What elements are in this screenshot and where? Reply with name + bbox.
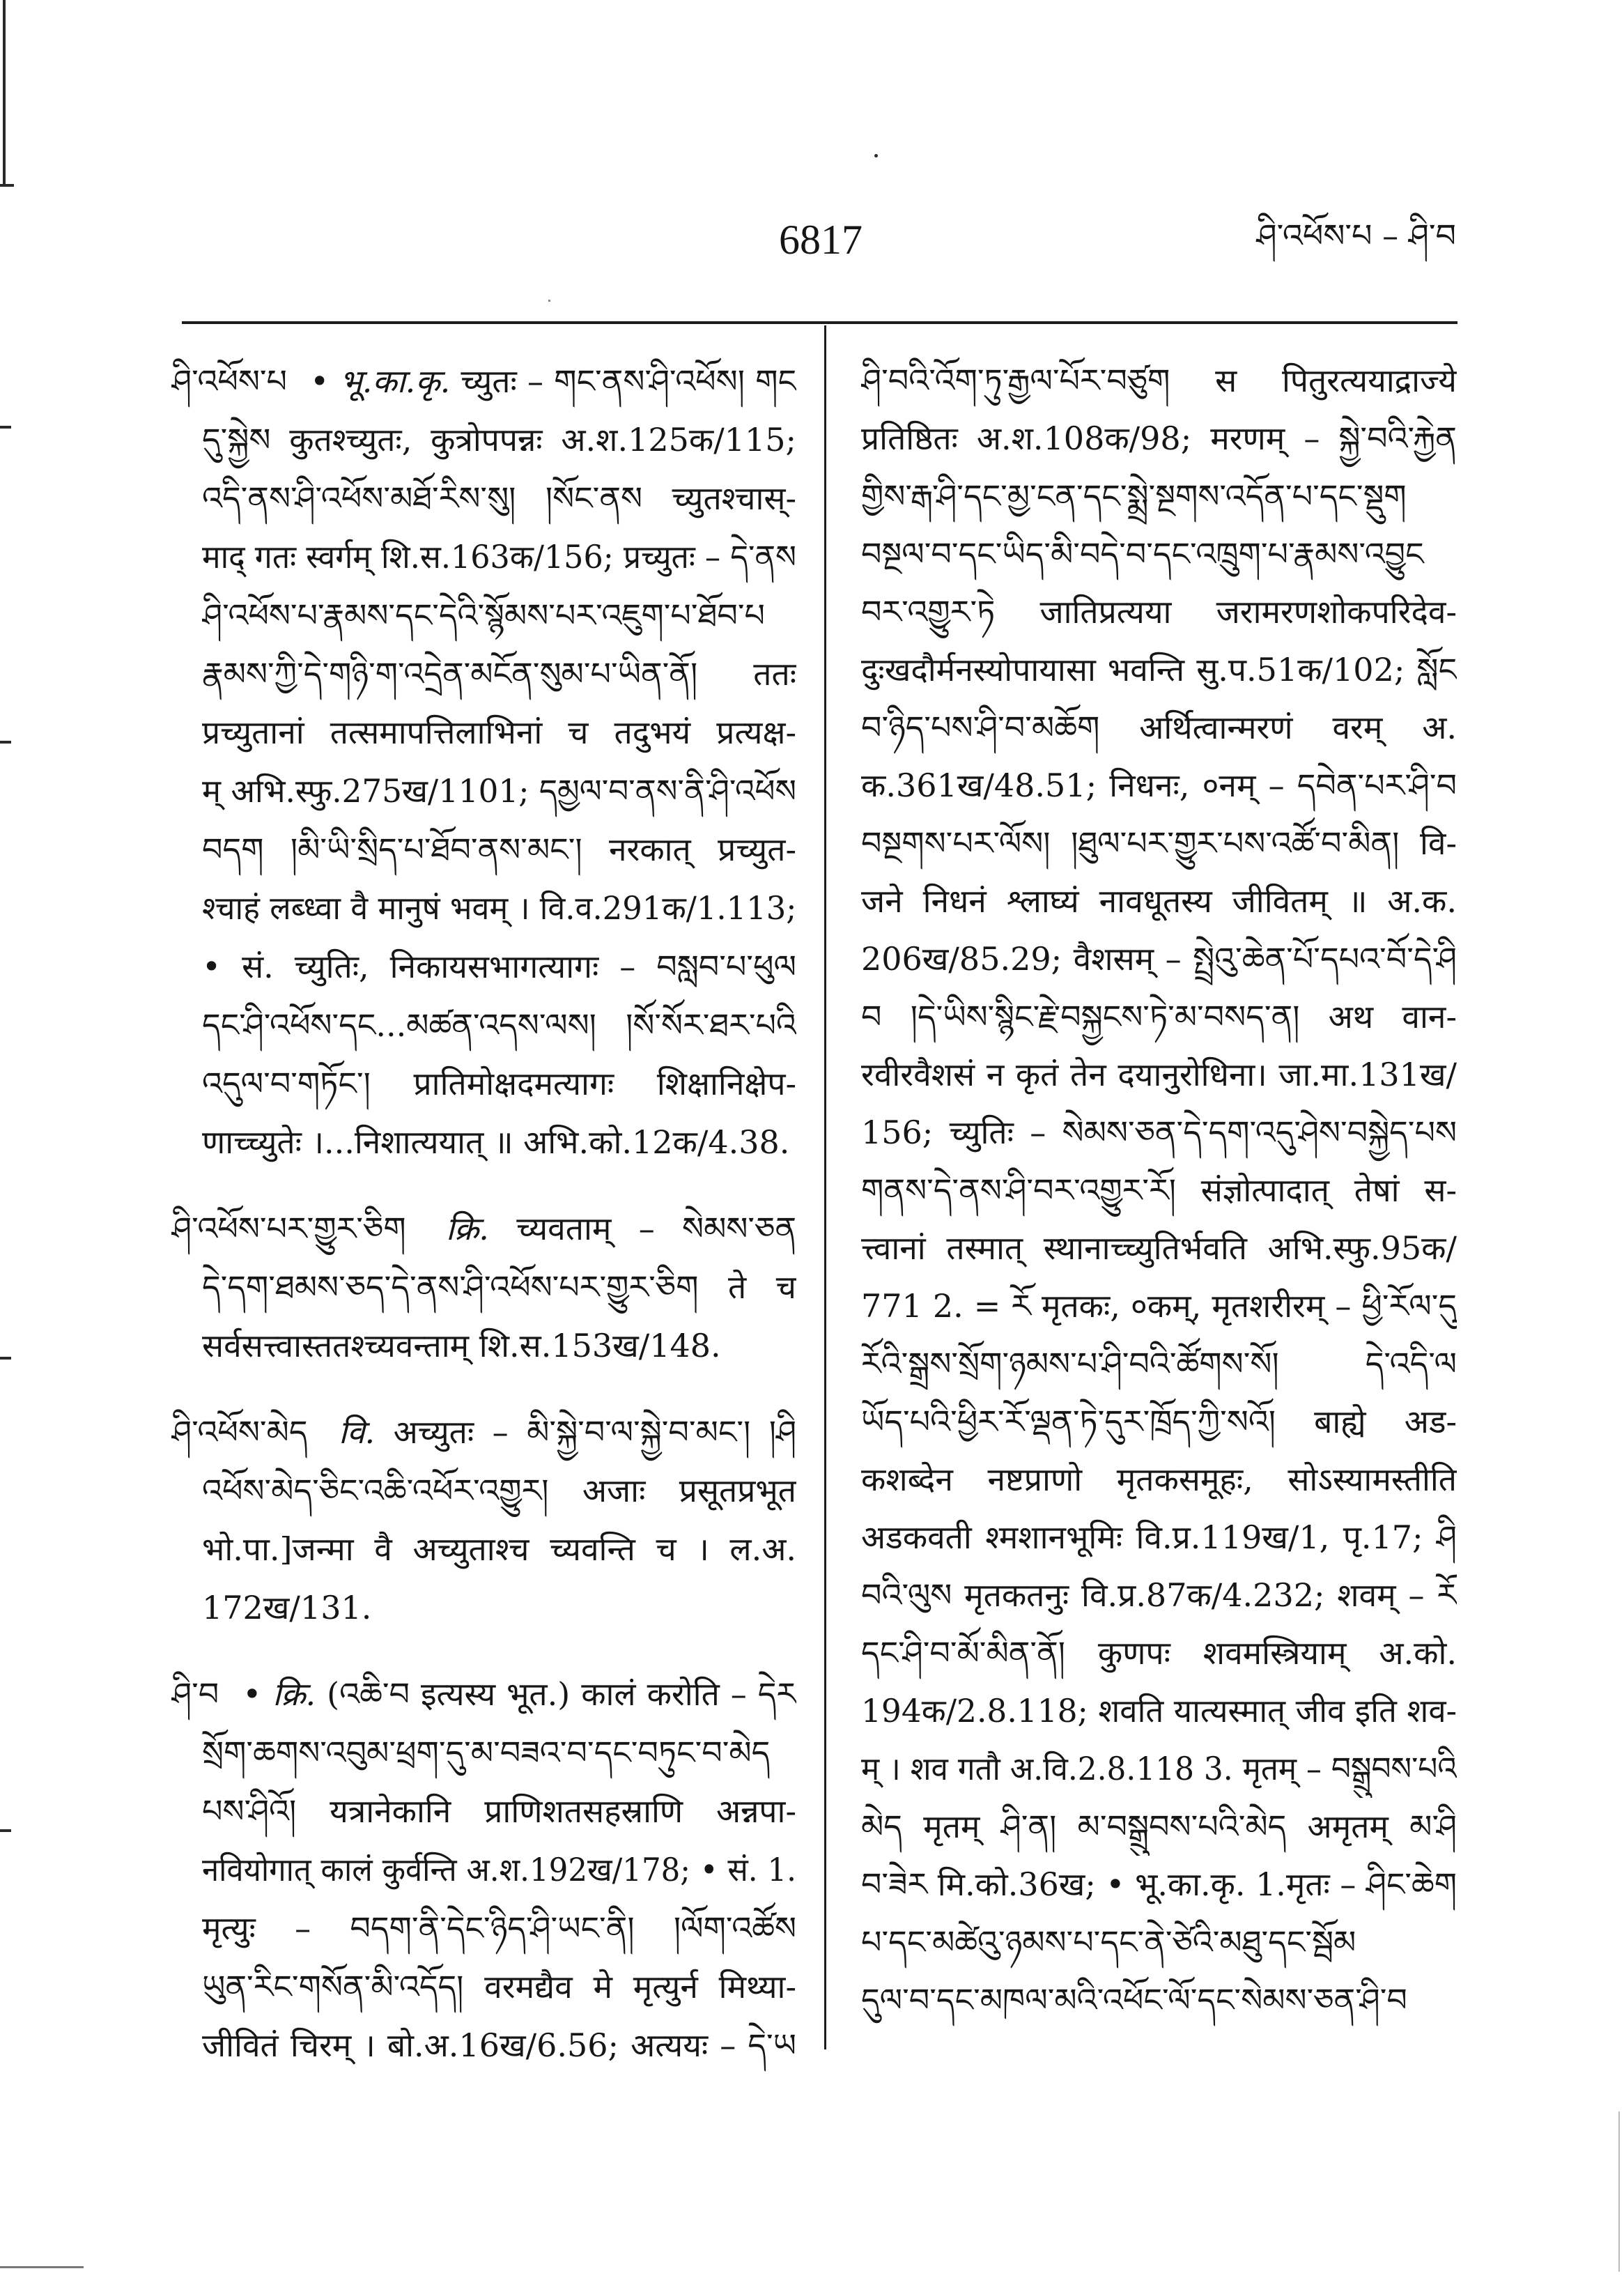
- dictionary-entry: [171, 1199, 796, 1375]
- entry-line: དང་ཤི་འཕོས་དང...མཚན་འདས་ལས། །སོ་སོར་ཐར་པའི: [202, 1006, 796, 1044]
- scan-artifact: [0, 741, 11, 744]
- entry-line: 194क/2.8.118; शवति यात्यस्मात् जीव इति शव-: [861, 1692, 1457, 1730]
- entry-line: माद् गतः स्वर्गम् शि.स.163क/156; प्रच्युतः – དེ་ནས: [202, 538, 796, 576]
- grammar-label: क्रि.: [446, 1210, 489, 1247]
- entry-line: 206ख/85.29; वैशसम् – སྤྲེའུ་ཆེན་པོ་དཔའ་བོ་དེ་ཤི: [861, 940, 1457, 978]
- headword: ཤི་བ: [171, 1675, 219, 1713]
- entry-line: འདི་ནས་ཤི་འཕོས་མཐོ་རིས་སུ། །སོང་ནས च्युतश्चास्-: [202, 479, 796, 517]
- entry-line: म् । शव गतौ अ.वि.2.8.118 3. मृतम् – བསྒྲུབས་པའི: [861, 1750, 1457, 1787]
- entry-line: प्रच्युतानां तत्समापत्तिलाभिनां च तदुभयं प्रत्यक्ष-: [202, 714, 796, 751]
- entry-line: दुःखदौर्मनस्योपायासा भवन्ति सु.प.51क/102; སློང: [861, 651, 1457, 688]
- running-head: ཤི་འཕོས་པ – ཤི་བ: [1256, 217, 1456, 254]
- entry-line: ཡོད་པའི་ཕྱིར་རོ་ལྡན་ཏེ་དུར་ཁྲོད་ཀྱི་སའོ། बाह्ये अड-: [861, 1403, 1457, 1440]
- entry-text: अच्युतः – མི་སྐྱེ་བ་ལ་སྐྱེ་བ་མང་། །ཤི: [393, 1413, 796, 1451]
- entry-line: ཤི་བའི་འོག་ཏུ་རྒྱལ་པོར་བཙུག स पितुरत्ययाद्राज्ये: [861, 362, 1457, 399]
- entry-line: རོའི་སྒྲས་སྲོག་ཉམས་པ་ཤི་བའི་ཚོགས་སོ། དེ་འདི་ལ: [861, 1345, 1457, 1383]
- entry-first-line: [171, 1665, 796, 1723]
- scan-artifact: [1618, 2111, 1620, 2272]
- entry-line: བསྔལ་བ་དང་ཡིད་མི་བདེ་བ་དང་འཁྲུག་པ་རྣམས་འབྱུང: [861, 535, 1424, 573]
- scan-artifact: [3, 0, 6, 187]
- entry-line: གནས་དེ་ནས་ཤི་བར་འགྱུར་རོ། संज्ञोत्पादात् तेषां स-: [861, 1171, 1457, 1209]
- entry-first-line: [171, 1403, 796, 1461]
- dictionary-entry: [171, 1403, 796, 1637]
- entry-line: བ་ཉིད་པས་ཤི་བ་མཆོག अर्थित्वान्मरणं वरम् अ.: [861, 709, 1457, 746]
- entry-line: བ་ཟེར मि.को.36ख; • भू.का.कृ. 1.मृतः – ཤིང་ཆེག: [861, 1865, 1457, 1903]
- entry-line: अडकवती श्मशानभूमिः वि.प्र.119ख/1, पृ.17; ཤི: [861, 1518, 1457, 1556]
- entry-line: 771 2. = རོ मृतकः, ०कम्, मृतशरीरम् – ཕྱི་རོལ་དུ: [861, 1287, 1457, 1325]
- entry-line: དུལ་བ་དང་མཁལ་མའི་འཕོང་ལོ་དང་སེམས་ཅན་ཤི་བ: [861, 1981, 1407, 2019]
- entry-line: འཕོས་མེད་ཅིང་འཆི་འཕོར་འགྱུར། अजाः प्रसूतप्रभूत: [202, 1472, 796, 1509]
- entry-line: བའི་ལུས मृतकतनुः वि.प्र.87क/4.232; शवम् – རོ: [861, 1576, 1457, 1614]
- entry-line: क.361ख/48.51; निधनः, ०नम् – དབེན་པར་ཤི་བ: [861, 767, 1457, 804]
- column-divider: [824, 325, 826, 2049]
- entry-line: སྲོག་ཆགས་འབུམ་ཕྲག་དུ་མ་བཟའ་བ་དང་བཏུང་བ་མེད: [202, 1734, 771, 1771]
- entry-line: དུ་སྐྱེས कुतश्च्युतः, कुत्रोपपन्नः अ.श.125क/115;: [202, 421, 796, 459]
- entry-line: ཡུན་རིང་གསོན་མི་འདོད། वरमद्यैव मे मृत्युर्न मिथ्या-: [202, 1968, 796, 2006]
- entry-line: འདུལ་བ་གཏོང་། प्रातिमोक्षदमत्यागः शिक्षानिक्षेप-: [202, 1065, 796, 1102]
- entry-line: པ་དང་མཚེའུ་ཉམས་པ་དང་ནེ་ཙེའི་མཐུ་དང་སྦོམ: [861, 1923, 1356, 1961]
- entry-line: ཤི་འཕོས་པ་རྣམས་དང་དེའི་སྙོམས་པར་འཇུག་པ་ཐོབ་པ: [202, 597, 765, 634]
- entry-line: བསྔགས་པར་ལོས། །ཐུལ་པར་གྱུར་པས་འཚོ་བ་མིན། वि-: [861, 824, 1457, 862]
- entry-line: म् अभि.स्फु.275ख/1101; དམྱལ་བ་ནས་ནི་ཤི་འཕོས: [202, 772, 796, 810]
- page-number: 6817: [779, 217, 863, 263]
- entry-line: 156; च्युतिः – སེམས་ཅན་དེ་དག་འདུ་ཤེས་བསྐྱེད་པས: [861, 1114, 1457, 1151]
- grammar-label: • क्रि.: [242, 1675, 316, 1713]
- scan-artifact: [548, 300, 550, 302]
- scan-artifact: [0, 1829, 11, 1832]
- scan-artifact: [0, 184, 14, 187]
- entry-line: བར་འགྱུར་ཏེ जातिप्रत्यया जरामरणशोकपरिदेव-: [861, 593, 1457, 631]
- entry-text: (འཆི་བ इत्यस्य भूत.) कालं करोति – དེར: [327, 1675, 796, 1713]
- scan-artifact: [874, 154, 878, 157]
- grammar-label: वि.: [338, 1413, 376, 1451]
- entry-line: བདག །མི་ཡི་སྲིད་པ་ཐོབ་ནས་མང་། नरकात् प्रच्युत-: [202, 831, 796, 868]
- entry-text: च्युतः – གང་ནས་ཤི་འཕོས། གང: [461, 362, 796, 400]
- entry-line: मृत्युः – བདག་ནི་དེང་ཉིད་ཤི་ཡང་ནི། །ལོག་འཚོས: [202, 1909, 796, 1947]
- entry-line: གྱིས་རྒ་ཤི་དང་མྱ་ངན་དང་སྨྲེ་སྔགས་འདོན་པ་དང་སྡུག: [861, 477, 1407, 515]
- entry-line: भो.पा.]जन्मा वै अच्युताश्च च्यवन्ति च । ल.अ.: [202, 1530, 796, 1568]
- entry-line: བ །དེ་ཡིས་སྙིང་རྗེ་བསྐྱངས་ཏེ་མ་བསད་ན། अथ वान-: [861, 998, 1457, 1036]
- entry-line: 172ख/131.: [202, 1589, 372, 1626]
- right-column: [861, 352, 1457, 2066]
- header-rule: [182, 321, 1457, 324]
- headword: ཤི་འཕོས་པ: [171, 362, 288, 400]
- entry-line: श्चाहं लब्ध्वा वै मानुषं भवम् । वि.व.291क/1.113;: [202, 889, 796, 927]
- grammar-label: • भू.का.कृ.: [310, 362, 451, 400]
- entry-line: कशब्देन नष्टप्राणो मृतकसमूहः, सोऽस्यामस्तीति: [861, 1461, 1457, 1498]
- entry-line: རྣམས་ཀྱི་དེ་གཉི་ག་འདྲེན་མངོན་སུམ་པ་ཡིན་ནོ། ततः: [202, 655, 796, 693]
- headword: ཤི་འཕོས་མེད: [171, 1413, 308, 1451]
- entry-line: नवियोगात् कालं कुर्वन्ति अ.श.192ख/178; • सं. 1.: [202, 1851, 796, 1888]
- entry-line: त्त्वानां तस्मात् स्थानाच्च्युतिर्भवति अभि.स्फु.95क/: [861, 1229, 1457, 1267]
- scan-artifact: [0, 1357, 11, 1360]
- entry-line: रवीरवैशसं न कृतं तेन दयानुरोधिना। जा.मा.131ख/: [861, 1056, 1457, 1093]
- entry-line: जीवितं चिरम् । बो.अ.16ख/6.56; अत्ययः – དེ་ཡ: [202, 2026, 796, 2064]
- entry-line: མེད मृतम् ཤི་ན། མ་བསྒྲུབས་པའི་མེད अमृतम् མ་ཤི: [861, 1808, 1457, 1845]
- entry-first-line: [171, 352, 796, 410]
- left-column: [171, 352, 796, 2108]
- entry-line: • सं. च्युतिः, निकायसभागत्यागः – བསླབ་པ་ཕུལ: [202, 948, 796, 985]
- entry-line: प्रतिष्ठितः अ.श.108क/98; मरणम् – སྐྱེ་བའི་རྐྱེན: [861, 420, 1457, 457]
- scan-artifact: [0, 426, 11, 429]
- dictionary-entry: [171, 352, 796, 1171]
- entry-line: པས་ཤིའོ། यत्रानेकानि प्राणिशतसहस्राणि अन्नपा-: [202, 1792, 796, 1830]
- entry-line: णाच्च्युतेः ।...निशात्ययात् ॥ अभि.को.12क/4.38.: [202, 1123, 790, 1161]
- scan-artifact: [0, 2266, 84, 2268]
- entry-line: དེ་དག་ཐམས་ཅད་དེ་ནས་ཤི་འཕོས་པར་གྱུར་ཅིག ते च: [202, 1268, 796, 1306]
- entry-text: च्यवताम् – སེམས་ཅན: [516, 1210, 796, 1247]
- entry-line: जने निधनं श्लाघ्यं नावधूतस्य जीवितम् ॥ अ.क.: [861, 882, 1457, 920]
- entry-line: सर्वसत्त्वास्ततश्च्यवन्ताम् शि.स.153ख/148.: [202, 1327, 721, 1364]
- entry-first-line: [171, 1199, 796, 1258]
- entry-line: དང་ཤི་བ་མོ་མིན་ནོ། कुणपः शवमस्त्रियाम् अ.को.: [861, 1634, 1457, 1672]
- dictionary-entry: [171, 1665, 796, 2075]
- headword: ཤི་འཕོས་པར་གྱུར་ཅིག: [171, 1210, 406, 1247]
